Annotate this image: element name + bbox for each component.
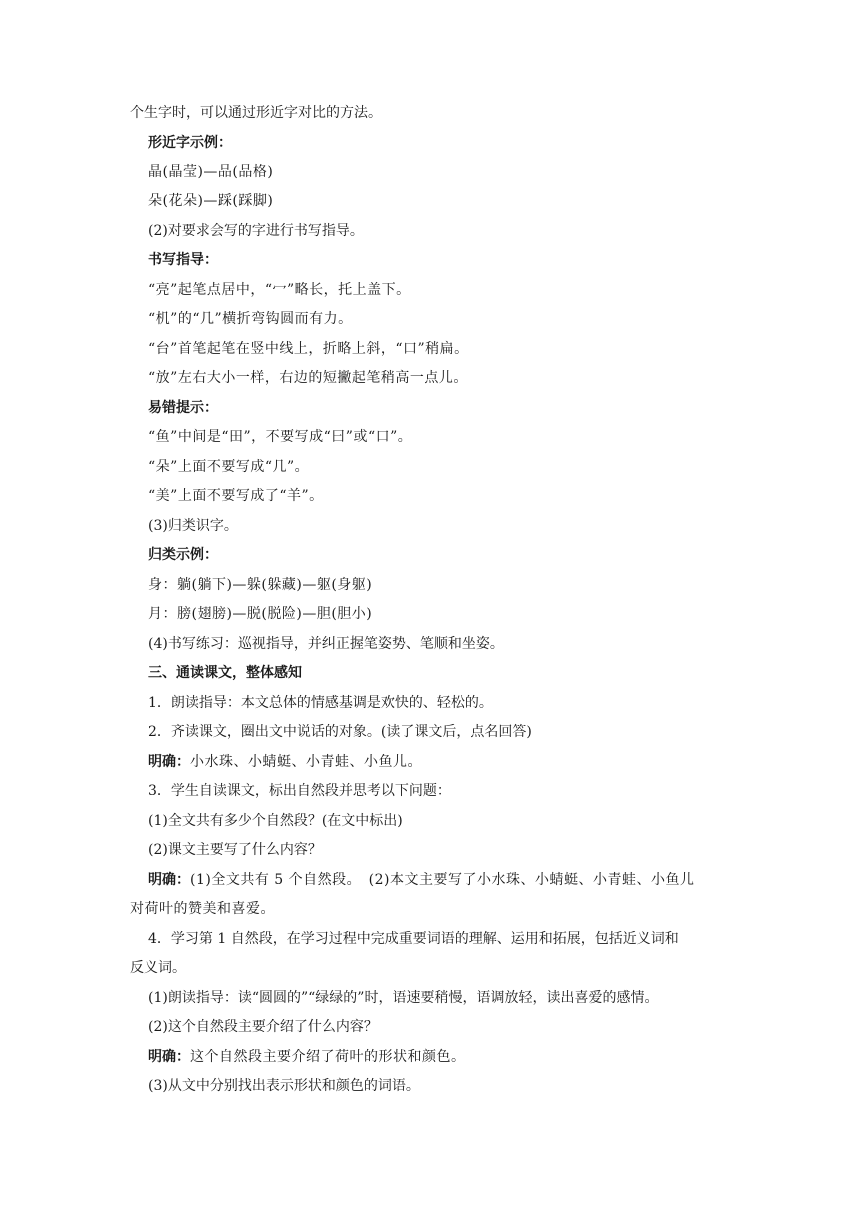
section-heading: 归类示例： [148, 547, 218, 563]
answer-label: 明确： [148, 872, 190, 888]
example-line: 月：膀(翅膀)—脱(脱险)—胆(胆小) [148, 606, 373, 622]
tip-line: “朵”上面不要写成“几”。 [148, 459, 310, 475]
example-line: 朵(花朵)—踩(踩脚) [148, 193, 274, 209]
answer-continuation: 对荷叶的赞美和喜爱。 [130, 901, 275, 917]
paragraph-text: 1．朗读指导：本文总体的情感基调是欢快的、轻松的。 [148, 695, 493, 711]
paragraph-text: (1)朗读指导：读“圆圆的”“绿绿的”时，语速要稍慢，语调放轻，读出喜爱的感情。 [148, 990, 659, 1006]
paragraph-text: 个生字时，可以通过形近字对比的方法。 [130, 105, 382, 121]
tip-line: “鱼”中间是“田”，不要写成“曰”或“口”。 [148, 429, 413, 445]
example-line: 晶(晶莹)—品(品格) [148, 164, 274, 180]
paragraph-text: (2)对要求会写的字进行书写指导。 [148, 223, 364, 239]
example-line: 身：躺(躺下)—躲(躲藏)—躯(身躯) [148, 577, 373, 593]
answer-line [148, 870, 694, 890]
section-heading: 书写指导： [148, 252, 218, 268]
answer-label: 明确： [148, 1049, 190, 1065]
answer-text: 小水珠、小蜻蜓、小青蛙、小鱼儿。 [190, 754, 422, 770]
answer-text: 这个自然段主要介绍了荷叶的形状和颜色。 [190, 1049, 466, 1065]
guidance-line: “机”的“几”横折弯钩圆而有力。 [148, 311, 353, 327]
answer-line [148, 1047, 466, 1067]
tip-line: “美”上面不要写成了“羊”。 [148, 488, 324, 504]
answer-line [148, 752, 422, 772]
paragraph-text: (4)书写练习：巡视指导，并纠正握笔姿势、笔顺和坐姿。 [148, 636, 504, 652]
paragraph-text: (3)从文中分别找出表示形状和颜色的词语。 [148, 1078, 420, 1094]
paragraph-text: 3．学生自读课文，标出自然段并思考以下问题： [148, 783, 451, 799]
section-heading: 形近字示例： [148, 135, 232, 151]
answer-label: 明确： [148, 754, 190, 770]
paragraph-text: (2)课文主要写了什么内容？ [148, 842, 322, 858]
section-heading: 易错提示： [148, 400, 218, 416]
answer-text: (1)全文共有 5 个自然段。 (2)本文主要写了小水珠、小蜻蜓、小青蛙、小鱼儿 [190, 872, 695, 888]
paragraph-continuation: 反义词。 [130, 960, 186, 976]
paragraph-text: 4．学习第 1 自然段，在学习过程中完成重要词语的理解、运用和拓展，包括近义词和 [148, 931, 679, 947]
guidance-line: “放”左右大小一样，右边的短撇起笔稍高一点儿。 [148, 370, 468, 386]
paragraph-text: (2)这个自然段主要介绍了什么内容？ [148, 1019, 378, 1035]
section-heading: 三、通读课文，整体感知 [148, 665, 302, 681]
paragraph-text: (3)归类识字。 [148, 518, 238, 534]
guidance-line: “台”首笔起笔在竖中线上，折略上斜，“口”稍扁。 [148, 341, 469, 357]
paragraph-text: 2．齐读课文，圈出文中说话的对象。(读了课文后，点名回答) [148, 724, 532, 740]
paragraph-text: (1)全文共有多少个自然段？(在文中标出) [148, 813, 403, 829]
guidance-line: “亮”起笔点居中，“冖”略长，托上盖下。 [148, 282, 411, 298]
